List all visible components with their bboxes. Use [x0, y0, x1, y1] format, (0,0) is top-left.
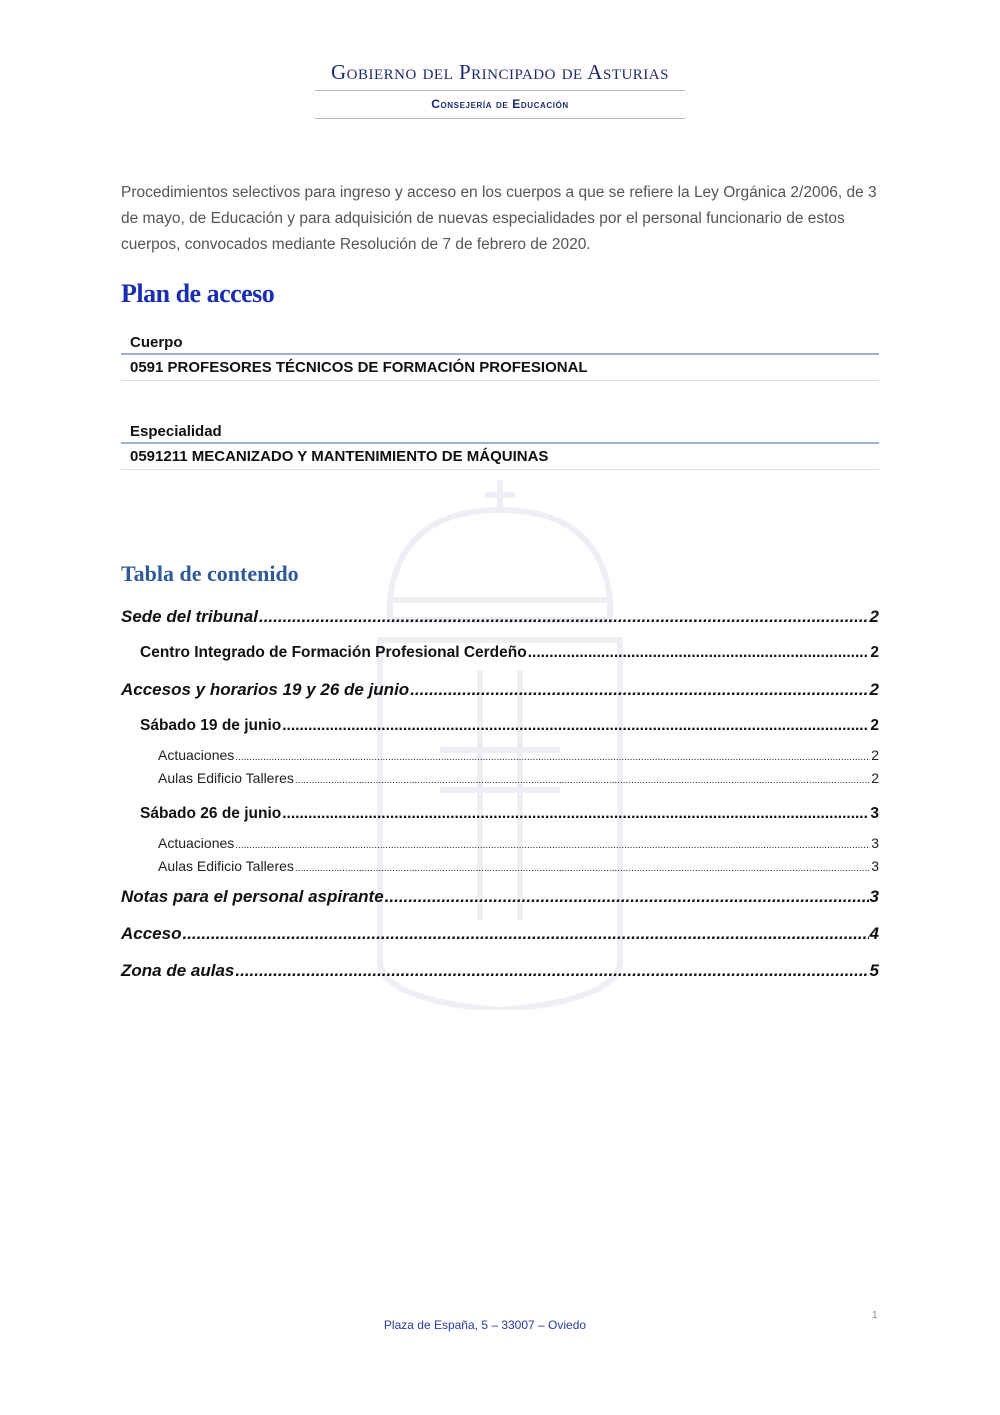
- toc-entry-sabado-19[interactable]: [121, 708, 879, 744]
- toc-page-number: 3: [871, 858, 879, 874]
- toc-entry-text: Sábado 19 de junio: [140, 717, 282, 734]
- cuerpo-value: 0591 PROFESORES TÉCNICOS DE FORMACIÓN PROFESIONAL: [121, 355, 879, 381]
- especialidad-value: 0591211 MECANIZADO Y MANTENIMIENTO DE MÁQUINAS: [121, 444, 879, 470]
- toc-entry-accesos-y-horarios[interactable]: [121, 671, 879, 708]
- toc-page-number: 3: [870, 805, 879, 822]
- toc-entry-aulas-26[interactable]: [121, 855, 879, 878]
- toc-title: Tabla de contenido: [121, 561, 299, 586]
- toc-entry-text: Actuaciones: [158, 835, 235, 851]
- toc-entry-zona-de-aulas[interactable]: [121, 952, 879, 989]
- toc-page-number: 3: [869, 887, 879, 906]
- toc-entry-sede-del-tribunal[interactable]: [121, 598, 879, 635]
- letterhead: [315, 58, 685, 119]
- toc-page-number: 2: [870, 717, 879, 734]
- header-divider: [315, 118, 685, 119]
- toc-page-number: 2: [871, 747, 879, 763]
- toc-page-number: 2: [869, 680, 879, 699]
- toc-entry-sabado-26[interactable]: [121, 796, 879, 832]
- table-of-contents: [121, 598, 879, 989]
- page-number: 1: [872, 1310, 878, 1321]
- toc-entry-text: Zona de aulas: [121, 961, 235, 980]
- especialidad-field: [121, 420, 879, 470]
- cuerpo-field: [121, 331, 879, 381]
- toc-entry-notas[interactable]: [121, 878, 879, 915]
- cuerpo-label: Cuerpo: [121, 331, 879, 355]
- toc-entry-text: Actuaciones: [158, 747, 235, 763]
- toc-entry-text: Centro Integrado de Formación Profesional Cerdeño: [140, 644, 527, 661]
- toc-entry-actuaciones-19[interactable]: [121, 744, 879, 767]
- page-title: Plan de acceso: [121, 279, 275, 308]
- toc-entry-centro-integrado[interactable]: [121, 635, 879, 671]
- toc-page-number: 2: [870, 644, 879, 661]
- toc-entry-text: Aulas Edificio Talleres: [158, 770, 294, 786]
- toc-entry-acceso[interactable]: [121, 915, 879, 952]
- toc-entry-actuaciones-26[interactable]: [121, 832, 879, 855]
- government-name: Gobierno del Principado de Asturias: [331, 60, 669, 84]
- toc-entry-text: Sábado 26 de junio: [140, 805, 282, 822]
- toc-page-number: 3: [871, 835, 879, 851]
- toc-entry-text: Accesos y horarios 19 y 26 de junio: [121, 680, 410, 699]
- intro-paragraph: Procedimientos selectivos para ingreso y acceso en los cuerpos a que se refiere la Ley Orgánica 2/2006, de 3 de mayo, de Educación y para adquisición de nuevas especialidades por el personal funcionario de estos cuerpos, convocados mediante Resolución de 7 de febrero de 2020.: [121, 184, 877, 253]
- header-divider: [315, 90, 685, 91]
- footer-address: Plaza de España, 5 – 33007 – Oviedo: [383, 1318, 587, 1332]
- toc-entry-aulas-19[interactable]: [121, 767, 879, 790]
- toc-page-number: 2: [871, 770, 879, 786]
- toc-page-number: 2: [869, 607, 879, 626]
- especialidad-label: Especialidad: [121, 420, 879, 444]
- toc-page-number: 4: [869, 924, 879, 943]
- toc-entry-text: Aulas Edificio Talleres: [158, 858, 294, 874]
- toc-page-number: 5: [869, 961, 879, 980]
- toc-entry-text: Sede del tribunal: [121, 607, 258, 626]
- toc-entry-text: Notas para el personal aspirante: [121, 887, 384, 906]
- department-name: Consejería de Educación: [431, 97, 569, 111]
- toc-entry-text: Acceso: [121, 924, 182, 943]
